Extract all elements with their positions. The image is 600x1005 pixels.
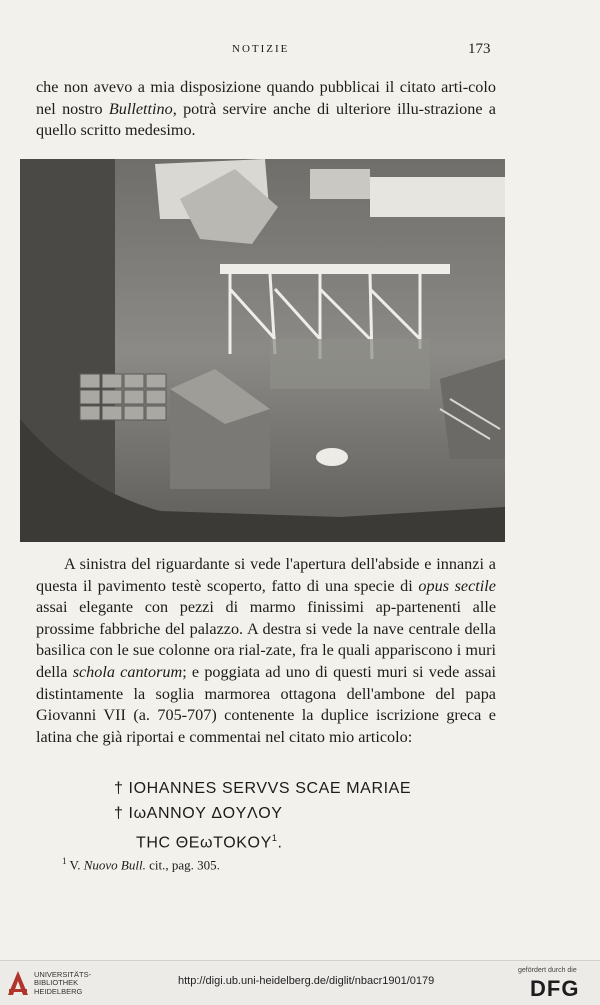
university-logo-icon [6, 969, 30, 997]
running-title: NOTIZIE [232, 43, 290, 55]
funded-by-label: gefördert durch die [518, 967, 577, 974]
dfg-logo: DFG [530, 976, 580, 1001]
paragraph-intro: che non avevo a mia disposizione quando pubblicai il citato arti-colo nel nostro Bullettino, potrà servire anche di ulteriore illu-strazione a quello scritto medesimo. [36, 78, 496, 140]
term-schola-cantorum: schola cantorum [72, 662, 183, 681]
excavation-photo [20, 159, 505, 542]
page-number: 173 [468, 41, 491, 57]
university-name: UNIVERSITÄTS- BIBLIOTHEK HEIDELBERG [34, 970, 92, 996]
source-url-link[interactable]: http://digi.ub.uni-heidelberg.de/diglit/nbacr1901/0179 [178, 975, 435, 987]
inscription-line-2: † IωANNOY ΔOYΛOY [114, 805, 283, 822]
term-opus-sectile: opus sectile [418, 576, 496, 595]
footnote-ref[interactable]: 1 [271, 833, 278, 843]
footnote: $^1$ V. Nuovo Bull. cit., pag. 305. [62, 856, 220, 873]
paragraph-description: A sinistra del riguardante si vede l'apertura dell'abside e innanzi a questa il pavimento testè scoperto, fatto di una specie di opus sectile assai elegante con pezzi di marmo finissimi ap-partenenti alle prossime fabbriche del palazzo. A destra si vede la nave centrale della basilica con le sue colonne ora rial-zate, fra le quali appariscono i muri della schola cantorum; e poggiata ad uno di questi muri si vede assai distintamente la soglia marmorea ottagona dell'ambone del papa Giovanni VII (a. 705-707) contenente la duplice iscrizione greca e latina che già riportai e commentai nel citato mio articolo: [36, 555, 496, 746]
journal-title: Bullettino [108, 99, 173, 118]
inscription-line-1: † IOHANNES SERVVS SCAE MARIAE [114, 780, 412, 797]
inscription [114, 776, 411, 855]
footer-bar [0, 960, 600, 1005]
running-head [0, 41, 600, 61]
inscription-line-3: THC ΘEωTOKOY$^1$. [136, 833, 283, 852]
